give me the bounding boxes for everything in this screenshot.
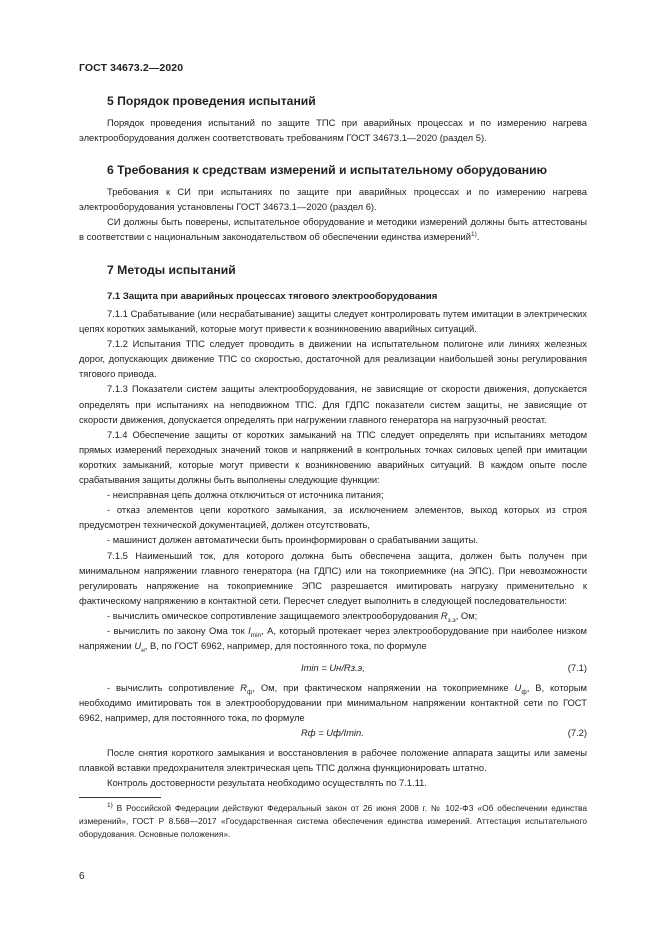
formula-number: (7.1) — [567, 662, 587, 673]
list-item: - неисправная цепь должна отключиться от источника питания; — [107, 489, 384, 501]
paragraph: После снятия короткого замыкания и восстановления в рабочее положение аппарата защиты или замены плавкой вставки предохранителя электрическая цепь ТПС должна функционировать штатно. — [79, 747, 587, 774]
formula-number: (7.2) — [567, 727, 587, 738]
section-6-body — [79, 184, 587, 244]
list-item: - вычислить сопротивление $R_ф$, Ом, при фактическом напряжении на токоприемнике $U_ф$, В, которым необходимо имитировать ток в электрооборудовании при минимальном напряжении контактной сети по ГОСТ 6962, например, для постоянного тока, по формуле — [79, 682, 587, 724]
footnote-mark: 1) — [107, 802, 113, 810]
paragraph-7-1-2: 7.1.2 Испытания ТПС следует проводить в движении на испытательном полигоне или линиях железных дорог, допускающих движение ТПС со скоростью, достаточной для реализации наибольшей зоны регулирования тягового привода. — [79, 338, 587, 380]
list-item: - вычислить по закону Ома ток $I_{min}$, А, который протекает через электрооборудование при наиболее низком напряжении $U_н$, В, по ГОСТ 6962, например, для постоянного тока, по формуле — [79, 624, 587, 654]
formula-expression: Imin = Uн/Rз.э, — [301, 662, 365, 673]
section-5-title: 5 Порядок проведения испытаний — [107, 94, 316, 108]
list-item: - вычислить омическое сопротивление защищаемого электрооборудования $R_{з.э}$, Ом; — [107, 609, 478, 624]
section-7-body-cont — [79, 680, 587, 725]
footnote — [79, 802, 587, 841]
section-7-closing — [79, 745, 587, 790]
list-item: - машинист должен автоматически быть проинформирован о срабатывании защиты. — [107, 534, 478, 546]
paragraph: Контроль достоверности результата необходимо осуществлять по 7.1.11. — [107, 777, 427, 789]
paragraph-7-1-5: 7.1.5 Наименьший ток, для которого должна быть обеспечена защита, должен быть получен при минимальном напряжении главного генератора (на ГДПС) или на токоприемнике (на ЭПС). При невозможности регулировать напряжение на токоприемнике ЭПС разрешается имитировать нагрузку применительно к фактическому напряжению в контактной сети. Пересчет следует выполнить в следующей последовательности: — [79, 549, 587, 606]
paragraph-7-1-4: 7.1.4 Обеспечение защиты от коротких замыканий на ТПС следует определять при испытаниях методом прямых измерений переходных значений токов и напряжений в контрольных точках силовых цепей при имитации коротких замыканий, которые могут привести к возникновению аварийных ситуаций. В каждом опыте после срабатывания защиты должны быть выполнены следующие функции: — [79, 428, 587, 486]
section-5-body — [79, 115, 587, 145]
subsection-7-1-title: 7.1 Защита при аварийных процессах тягового электрооборудования — [107, 291, 438, 302]
paragraph: Требования к СИ при испытаниях по защите при аварийных процессах и по измерению нагрева электрооборудования установлены ГОСТ 34673.1—2020 (раздел 6). — [79, 186, 587, 213]
formula-7-2 — [79, 727, 587, 742]
formula-7-1 — [79, 662, 587, 677]
paragraph-7-1-3: 7.1.3 Показатели систем защиты электрооборудования, не зависящие от скорости движения, допускается определять при испытаниях на неподвижном ТПС. Для ГДПС показатели систем защиты, не зависящие от скорости движения, допускается определять при нагружении главного генератора на нагрузочный реостат. — [79, 383, 587, 425]
formula-expression: Rф = Uф/Imin. — [301, 727, 364, 738]
page-number: 6 — [79, 871, 85, 882]
footnote-divider — [79, 797, 161, 798]
paragraph-7-1-1: 7.1.1 Срабатывание (или несрабатывание) защиты следует контролировать путем имитации в электрических цепях коротких замыканий, которые могут привести к возникновению аварийных ситуаций. — [79, 308, 587, 335]
footnote-text: $^{1)}$ В Российской Федерации действуют Федеральный закон от 26 июня 2008 г. № 102-ФЗ «Об обеспечении единства измерений», ГОСТ Р 8.568—2017 «Государственная система обеспечения единства измерений. Аттестация испытательного оборудования. Основные положения». — [79, 802, 587, 839]
section-7-title: 7 Методы испытаний — [107, 263, 236, 277]
standard-code-header: ГОСТ 34673.2—2020 — [79, 62, 184, 74]
paragraph: Порядок проведения испытаний по защите ТПС при аварийных процессах и по измерению нагрева электрооборудования должен соответствовать требованиям ГОСТ 34673.1—2020 (раздел 5). — [79, 117, 587, 144]
section-6-title: 6 Требования к средствам измерений и испытательному оборудованию — [107, 163, 547, 177]
footnote-ref: 1) — [471, 231, 477, 239]
section-7-body — [79, 306, 587, 653]
paragraph: СИ должны быть поверены, испытательное оборудование и методики измерений должны быть аттестованы в соответствии с национальным законодательством об обеспечении единства измерений$^{1)}$. — [79, 216, 587, 243]
list-item: - отказ элементов цепи короткого замыкания, за исключением элементов, выход которых из строя предусмотрен технической документацией, должен отсутствовать, — [79, 504, 587, 531]
